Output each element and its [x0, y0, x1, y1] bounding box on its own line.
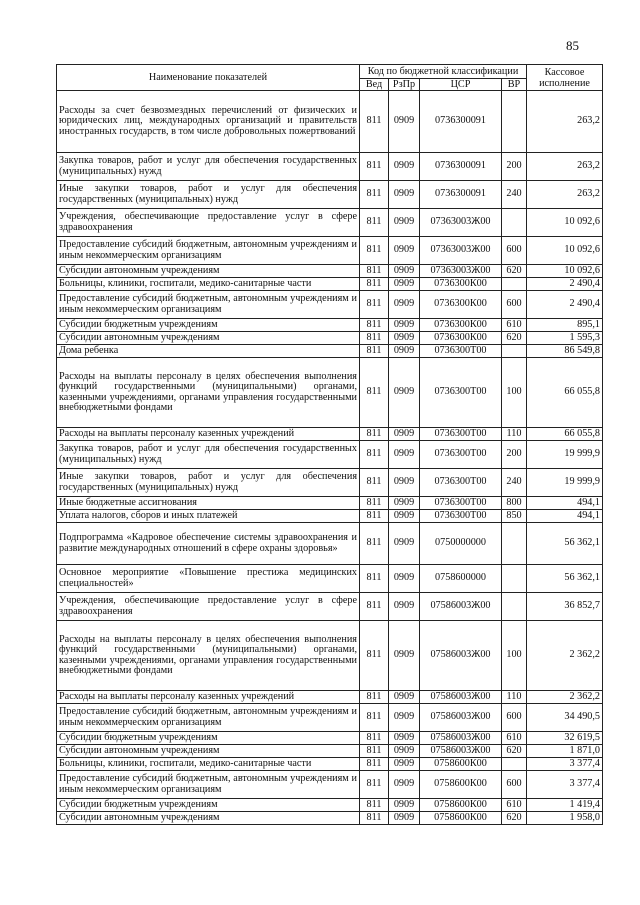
- cell-name: Учреждения, обеспечивающие предоставление услуг в сфере здравоохранения: [57, 209, 360, 237]
- cell-ved: 811: [360, 181, 389, 209]
- cell-name: Расходы на выплаты персоналу в целях обеспечения выполнения функций государственными (муниципальными) органами, казенными учреждениями, органами управления государственными внебюджетными фондами: [57, 621, 360, 691]
- cell-ved: 811: [360, 745, 389, 758]
- cell-ved: 811: [360, 799, 389, 812]
- table-row: [57, 732, 603, 745]
- cell-csr: 0736300091: [420, 181, 502, 209]
- cell-vr: 620: [502, 745, 527, 758]
- cell-vr: [502, 565, 527, 593]
- page-number: 85: [566, 38, 579, 53]
- cell-csr: 0758600000: [420, 565, 502, 593]
- cell-name: Иные закупки товаров, работ и услуг для обеспечения государственных (муниципальных) нужд: [57, 469, 360, 497]
- cell-vr: 610: [502, 799, 527, 812]
- cell-name: Субсидии автономным учреждениям: [57, 812, 360, 825]
- cell-vr: 110: [502, 691, 527, 704]
- cell-vr: 200: [502, 153, 527, 181]
- cell-csr: 0736300К00: [420, 319, 502, 332]
- cell-name: Учреждения, обеспечивающие предоставление услуг в сфере здравоохранения: [57, 593, 360, 621]
- cell-name: Субсидии бюджетным учреждениям: [57, 319, 360, 332]
- table-row: [57, 265, 603, 278]
- cell-amount: 1 958,0: [527, 812, 603, 825]
- cell-rzpr: 0909: [389, 278, 420, 291]
- header-rzpr: РзПр: [389, 79, 420, 91]
- cell-amount: 1 595,3: [527, 332, 603, 345]
- cell-rzpr: 0909: [389, 91, 420, 153]
- cell-amount: 1 871,0: [527, 745, 603, 758]
- cell-amount: 2 362,2: [527, 691, 603, 704]
- cell-ved: 811: [360, 691, 389, 704]
- cell-csr: 0758600К00: [420, 799, 502, 812]
- table-row: [57, 291, 603, 319]
- cell-name: Субсидии бюджетным учреждениям: [57, 799, 360, 812]
- table-row: [57, 593, 603, 621]
- cell-rzpr: 0909: [389, 812, 420, 825]
- cell-vr: 240: [502, 469, 527, 497]
- cell-amount: 494,1: [527, 497, 603, 510]
- cell-rzpr: 0909: [389, 510, 420, 523]
- cell-name: Закупка товаров, работ и услуг для обеспечения государственных (муниципальных) нужд: [57, 153, 360, 181]
- cell-vr: 100: [502, 621, 527, 691]
- cell-vr: 610: [502, 319, 527, 332]
- cell-name: Дома ребенка: [57, 345, 360, 358]
- table-row: [57, 799, 603, 812]
- cell-vr: 110: [502, 428, 527, 441]
- cell-csr: 07586003Ж00: [420, 691, 502, 704]
- cell-vr: 620: [502, 332, 527, 345]
- cell-rzpr: 0909: [389, 332, 420, 345]
- cell-ved: 811: [360, 291, 389, 319]
- cell-name: Предоставление субсидий бюджетным, автономным учреждениям и иным некоммерческим организациям: [57, 237, 360, 265]
- cell-ved: 811: [360, 345, 389, 358]
- cell-rzpr: 0909: [389, 593, 420, 621]
- table-row: [57, 441, 603, 469]
- cell-vr: 610: [502, 732, 527, 745]
- cell-ved: 811: [360, 153, 389, 181]
- cell-ved: 811: [360, 441, 389, 469]
- cell-vr: 600: [502, 237, 527, 265]
- cell-vr: 200: [502, 441, 527, 469]
- budget-table: [56, 64, 603, 825]
- cell-amount: 263,2: [527, 181, 603, 209]
- cell-name: Предоставление субсидий бюджетным, автономным учреждениям и иным некоммерческим организациям: [57, 704, 360, 732]
- table-row: [57, 758, 603, 771]
- cell-csr: 0758600К00: [420, 758, 502, 771]
- cell-ved: 811: [360, 523, 389, 565]
- cell-name: Расходы на выплаты персоналу казенных учреждений: [57, 691, 360, 704]
- cell-name: Уплата налогов, сборов и иных платежей: [57, 510, 360, 523]
- cell-csr: 07586003Ж00: [420, 704, 502, 732]
- cell-rzpr: 0909: [389, 181, 420, 209]
- cell-vr: [502, 278, 527, 291]
- cell-ved: 811: [360, 91, 389, 153]
- cell-rzpr: 0909: [389, 691, 420, 704]
- cell-vr: [502, 345, 527, 358]
- cell-ved: 811: [360, 621, 389, 691]
- table-row: [57, 497, 603, 510]
- cell-name: Субсидии автономным учреждениям: [57, 265, 360, 278]
- table-row: [57, 469, 603, 497]
- cell-rzpr: 0909: [389, 704, 420, 732]
- cell-vr: 600: [502, 771, 527, 799]
- cell-ved: 811: [360, 265, 389, 278]
- cell-rzpr: 0909: [389, 153, 420, 181]
- table-row: [57, 745, 603, 758]
- table-body: [57, 91, 603, 825]
- header-name: Наименование показателей: [57, 65, 360, 91]
- cell-csr: 0750000000: [420, 523, 502, 565]
- table-row: [57, 771, 603, 799]
- cell-vr: 620: [502, 265, 527, 278]
- cell-ved: 811: [360, 704, 389, 732]
- cell-vr: [502, 209, 527, 237]
- cell-vr: 800: [502, 497, 527, 510]
- cell-rzpr: 0909: [389, 758, 420, 771]
- cell-rzpr: 0909: [389, 799, 420, 812]
- cell-rzpr: 0909: [389, 469, 420, 497]
- cell-rzpr: 0909: [389, 621, 420, 691]
- cell-name: Иные закупки товаров, работ и услуг для обеспечения государственных (муниципальных) нужд: [57, 181, 360, 209]
- cell-csr: 07363003Ж00: [420, 265, 502, 278]
- cell-name: Основное мероприятие «Повышение престижа медицинских специальностей»: [57, 565, 360, 593]
- cell-ved: 811: [360, 278, 389, 291]
- cell-csr: 0736300Т00: [420, 441, 502, 469]
- header-csr: ЦСР: [420, 79, 502, 91]
- cell-ved: 811: [360, 812, 389, 825]
- cell-csr: 07586003Ж00: [420, 621, 502, 691]
- table-row: [57, 621, 603, 691]
- cell-vr: [502, 91, 527, 153]
- cell-csr: 0736300091: [420, 91, 502, 153]
- cell-rzpr: 0909: [389, 732, 420, 745]
- cell-csr: 0736300Т00: [420, 510, 502, 523]
- cell-csr: 0758600К00: [420, 812, 502, 825]
- cell-amount: 895,1: [527, 319, 603, 332]
- cell-ved: 811: [360, 319, 389, 332]
- header-code-group: Код по бюджетной классификации: [360, 65, 527, 79]
- cell-csr: 07586003Ж00: [420, 593, 502, 621]
- cell-ved: 811: [360, 510, 389, 523]
- cell-csr: 0736300091: [420, 153, 502, 181]
- cell-name: Больницы, клиники, госпитали, медико-санитарные части: [57, 278, 360, 291]
- cell-ved: 811: [360, 428, 389, 441]
- cell-amount: 263,2: [527, 153, 603, 181]
- table-row: [57, 523, 603, 565]
- cell-name: Субсидии автономным учреждениям: [57, 745, 360, 758]
- cell-name: Расходы на выплаты персоналу в целях обеспечения выполнения функций государственными (муниципальными) органами, казенными учреждениями, органами управления государственными внебюджетными фондами: [57, 358, 360, 428]
- cell-name: Подпрограмма «Кадровое обеспечение системы здравоохранения и развитие международных отношений в сфере охраны здоровья»: [57, 523, 360, 565]
- cell-rzpr: 0909: [389, 345, 420, 358]
- cell-rzpr: 0909: [389, 771, 420, 799]
- table-row: [57, 510, 603, 523]
- cell-vr: 100: [502, 358, 527, 428]
- cell-amount: 56 362,1: [527, 565, 603, 593]
- cell-amount: 34 490,5: [527, 704, 603, 732]
- cell-amount: 3 377,4: [527, 758, 603, 771]
- table-row: [57, 704, 603, 732]
- cell-ved: 811: [360, 209, 389, 237]
- cell-name: Закупка товаров, работ и услуг для обеспечения государственных (муниципальных) нужд: [57, 441, 360, 469]
- table-row: [57, 209, 603, 237]
- cell-amount: 66 055,8: [527, 428, 603, 441]
- table-row: [57, 237, 603, 265]
- cell-name: Расходы за счет безвозмездных перечислений от физических и юридических лиц, международных организаций и правительств иностранных государств, в том числе добровольных пожертвований: [57, 91, 360, 153]
- cell-csr: 0736300Т00: [420, 469, 502, 497]
- cell-csr: 0736300К00: [420, 278, 502, 291]
- cell-vr: [502, 593, 527, 621]
- cell-ved: 811: [360, 497, 389, 510]
- cell-rzpr: 0909: [389, 428, 420, 441]
- cell-name: Субсидии автономным учреждениям: [57, 332, 360, 345]
- table-row: [57, 181, 603, 209]
- cell-rzpr: 0909: [389, 209, 420, 237]
- cell-amount: 3 377,4: [527, 771, 603, 799]
- cell-amount: 10 092,6: [527, 265, 603, 278]
- cell-amount: 10 092,6: [527, 209, 603, 237]
- cell-csr: 0736300Т00: [420, 358, 502, 428]
- header-amount: Кассовое исполнение: [527, 65, 603, 91]
- cell-ved: 811: [360, 469, 389, 497]
- cell-csr: 07586003Ж00: [420, 732, 502, 745]
- cell-csr: 0736300К00: [420, 332, 502, 345]
- cell-name: Субсидии бюджетным учреждениям: [57, 732, 360, 745]
- cell-vr: 850: [502, 510, 527, 523]
- cell-csr: 07586003Ж00: [420, 745, 502, 758]
- cell-csr: 0758600К00: [420, 771, 502, 799]
- cell-name: Расходы на выплаты персоналу казенных учреждений: [57, 428, 360, 441]
- cell-amount: 2 490,4: [527, 291, 603, 319]
- cell-amount: 32 619,5: [527, 732, 603, 745]
- cell-name: Больницы, клиники, госпитали, медико-санитарные части: [57, 758, 360, 771]
- cell-rzpr: 0909: [389, 497, 420, 510]
- cell-rzpr: 0909: [389, 265, 420, 278]
- cell-rzpr: 0909: [389, 237, 420, 265]
- table-row: [57, 319, 603, 332]
- cell-amount: 36 852,7: [527, 593, 603, 621]
- cell-rzpr: 0909: [389, 745, 420, 758]
- cell-amount: 263,2: [527, 91, 603, 153]
- table-row: [57, 153, 603, 181]
- cell-csr: 0736300Т00: [420, 497, 502, 510]
- cell-amount: 494,1: [527, 510, 603, 523]
- cell-name: Предоставление субсидий бюджетным, автономным учреждениям и иным некоммерческим организациям: [57, 771, 360, 799]
- cell-rzpr: 0909: [389, 291, 420, 319]
- header-ved: Вед: [360, 79, 389, 91]
- cell-amount: 86 549,8: [527, 345, 603, 358]
- cell-csr: 0736300К00: [420, 291, 502, 319]
- cell-vr: 600: [502, 704, 527, 732]
- table-row: [57, 428, 603, 441]
- table-row: [57, 278, 603, 291]
- table-row: [57, 358, 603, 428]
- table-row: [57, 691, 603, 704]
- cell-rzpr: 0909: [389, 319, 420, 332]
- cell-amount: 66 055,8: [527, 358, 603, 428]
- cell-rzpr: 0909: [389, 565, 420, 593]
- cell-amount: 10 092,6: [527, 237, 603, 265]
- table-row: [57, 812, 603, 825]
- cell-ved: 811: [360, 332, 389, 345]
- cell-amount: 19 999,9: [527, 469, 603, 497]
- table-row: [57, 332, 603, 345]
- cell-rzpr: 0909: [389, 523, 420, 565]
- cell-vr: [502, 523, 527, 565]
- cell-csr: 0736300Т00: [420, 345, 502, 358]
- cell-vr: [502, 758, 527, 771]
- cell-csr: 07363003Ж00: [420, 237, 502, 265]
- cell-rzpr: 0909: [389, 358, 420, 428]
- table-row: [57, 565, 603, 593]
- cell-amount: 1 419,4: [527, 799, 603, 812]
- cell-ved: 811: [360, 732, 389, 745]
- cell-csr: 07363003Ж00: [420, 209, 502, 237]
- cell-amount: 56 362,1: [527, 523, 603, 565]
- cell-ved: 811: [360, 565, 389, 593]
- cell-name: Предоставление субсидий бюджетным, автономным учреждениям и иным некоммерческим организациям: [57, 291, 360, 319]
- cell-ved: 811: [360, 758, 389, 771]
- cell-name: Иные бюджетные ассигнования: [57, 497, 360, 510]
- table-row: [57, 345, 603, 358]
- cell-vr: 240: [502, 181, 527, 209]
- cell-amount: 2 490,4: [527, 278, 603, 291]
- cell-rzpr: 0909: [389, 441, 420, 469]
- header-vr: ВР: [502, 79, 527, 91]
- cell-ved: 811: [360, 771, 389, 799]
- cell-ved: 811: [360, 593, 389, 621]
- cell-csr: 0736300Т00: [420, 428, 502, 441]
- cell-ved: 811: [360, 358, 389, 428]
- cell-ved: 811: [360, 237, 389, 265]
- cell-amount: 2 362,2: [527, 621, 603, 691]
- cell-vr: 600: [502, 291, 527, 319]
- cell-vr: 620: [502, 812, 527, 825]
- table-row: [57, 91, 603, 153]
- cell-amount: 19 999,9: [527, 441, 603, 469]
